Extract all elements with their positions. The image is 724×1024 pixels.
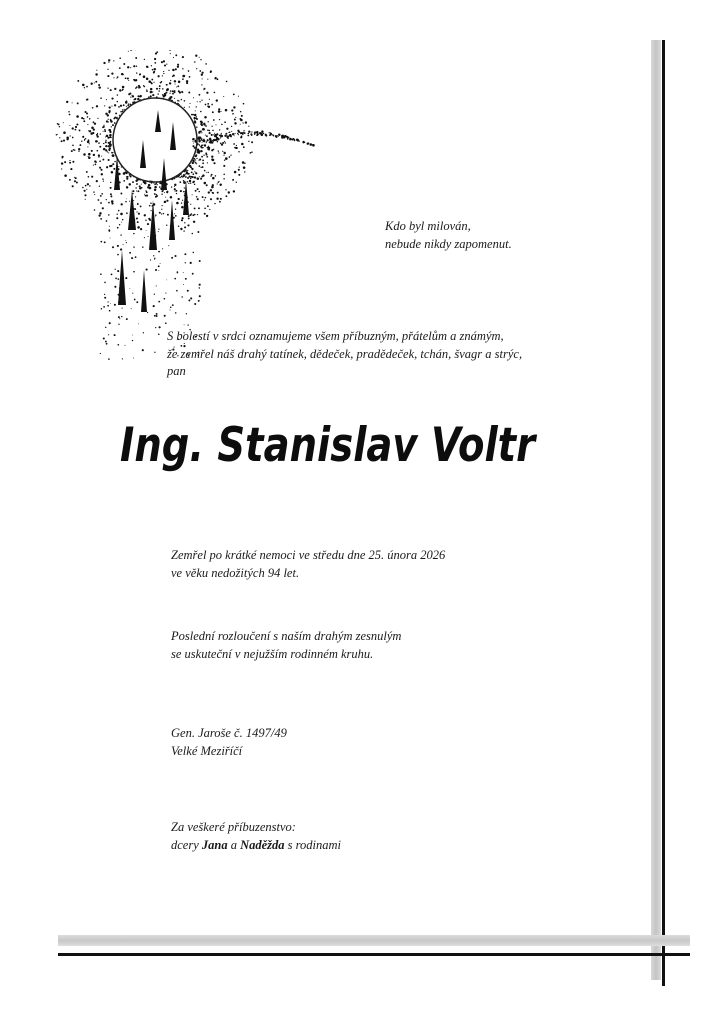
farewell-notice bbox=[171, 627, 401, 663]
family-conj: a bbox=[227, 838, 241, 852]
bottom-border-black bbox=[58, 953, 690, 956]
announcement-line-1: S bolestí v srdci oznamujeme všem příbuzným, přátelům a známým, bbox=[167, 329, 504, 343]
family-suffix: s rodinami bbox=[284, 838, 342, 852]
right-border-black bbox=[662, 40, 665, 985]
border-corner-tick bbox=[662, 946, 665, 986]
family-signature bbox=[171, 818, 341, 854]
address-line-1: Gen. Jaroše č. 1497/49 bbox=[171, 726, 287, 740]
address-line-2: Velké Meziříčí bbox=[171, 744, 243, 758]
farewell-line-2: se uskuteční v nejužším rodinném kruhu. bbox=[171, 647, 374, 661]
deceased-name: Ing. Stanislav Voltr bbox=[120, 418, 536, 473]
family-line-2 bbox=[171, 836, 341, 854]
motto bbox=[385, 217, 512, 253]
announcement-line-3: pan bbox=[167, 364, 186, 378]
announcement-line-2: že zemřel náš drahý tatínek, dědeček, pradědeček, tchán, švagr a strýc, bbox=[167, 346, 523, 361]
motto-line-2: nebude nikdy zapomenut. bbox=[385, 237, 512, 251]
announcement bbox=[167, 328, 522, 381]
death-notice-line-2: ve věku nedožitých 94 let. bbox=[171, 566, 300, 580]
death-notice bbox=[171, 546, 445, 582]
address bbox=[171, 724, 287, 760]
motto-line-1: Kdo byl milován, bbox=[385, 219, 471, 233]
bottom-border-gray bbox=[58, 935, 690, 946]
family-name-2: Naděžda bbox=[240, 838, 285, 852]
family-prefix: dcery bbox=[171, 838, 202, 852]
family-line-1: Za veškeré příbuzenstvo: bbox=[171, 820, 296, 834]
death-notice-line-1: Zemřel po krátké nemoci ve středu dne 25. února 2026 bbox=[171, 548, 446, 562]
right-border-gray bbox=[651, 40, 661, 980]
sun-artwork-icon bbox=[40, 50, 330, 370]
family-name-1: Jana bbox=[201, 838, 228, 852]
farewell-line-1: Poslední rozloučení s naším drahým zesnulým bbox=[171, 629, 402, 643]
